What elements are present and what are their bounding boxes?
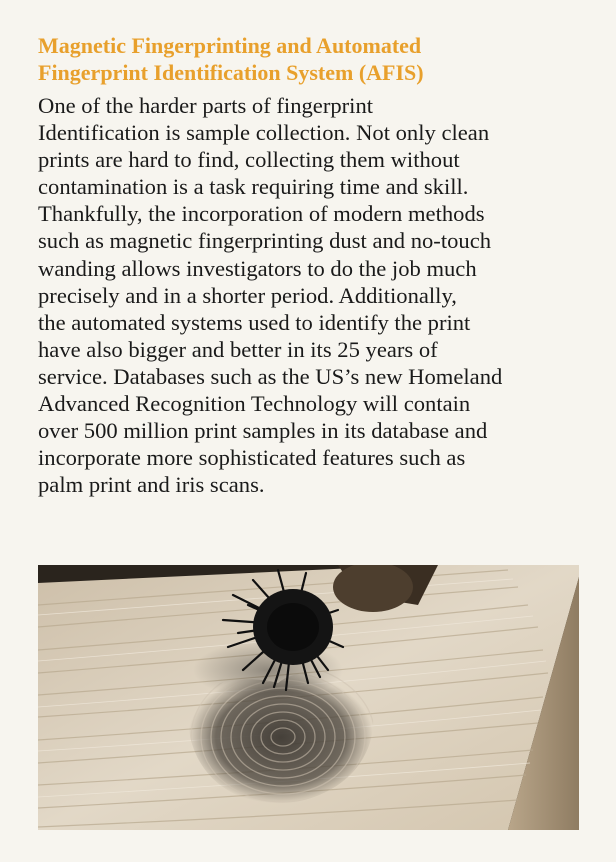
body-line: over 500 million print samples in its database and	[38, 418, 488, 444]
body-line: Thankfully, the incorporation of modern methods	[38, 201, 485, 227]
heading-line: Magnetic Fingerprinting and Automated	[38, 33, 422, 58]
body-line: precisely and in a shorter period. Additionally,	[38, 282, 457, 308]
body-line: have also bigger and better in its 25 years of	[38, 336, 438, 362]
body-line: prints are hard to find, collecting them without	[38, 147, 460, 173]
body-line: such as magnetic fingerprinting dust and no-touch	[38, 228, 492, 254]
body-line: the automated systems used to identify the print	[38, 309, 471, 335]
body-line: One of the harder parts of fingerprint	[38, 93, 374, 118]
fingerprint-photo	[38, 565, 579, 830]
heading-line: Fingerprint Identification System (AFIS)	[38, 60, 424, 85]
article-heading	[38, 32, 598, 86]
body-line: Identification is sample collection. Not only clean	[38, 120, 490, 146]
body-line: contamination is a task requiring time and skill.	[38, 174, 469, 200]
body-line: Advanced Recognition Technology will contain	[38, 391, 471, 417]
article-body	[38, 92, 608, 498]
body-line: service. Databases such as the US’s new Homeland	[38, 363, 503, 389]
body-line: wanding allows investigators to do the job much	[38, 255, 477, 281]
body-line: incorporate more sophisticated features such as	[38, 445, 466, 471]
body-line: palm print and iris scans.	[38, 472, 265, 498]
wood-fingerprint-image	[38, 565, 579, 830]
